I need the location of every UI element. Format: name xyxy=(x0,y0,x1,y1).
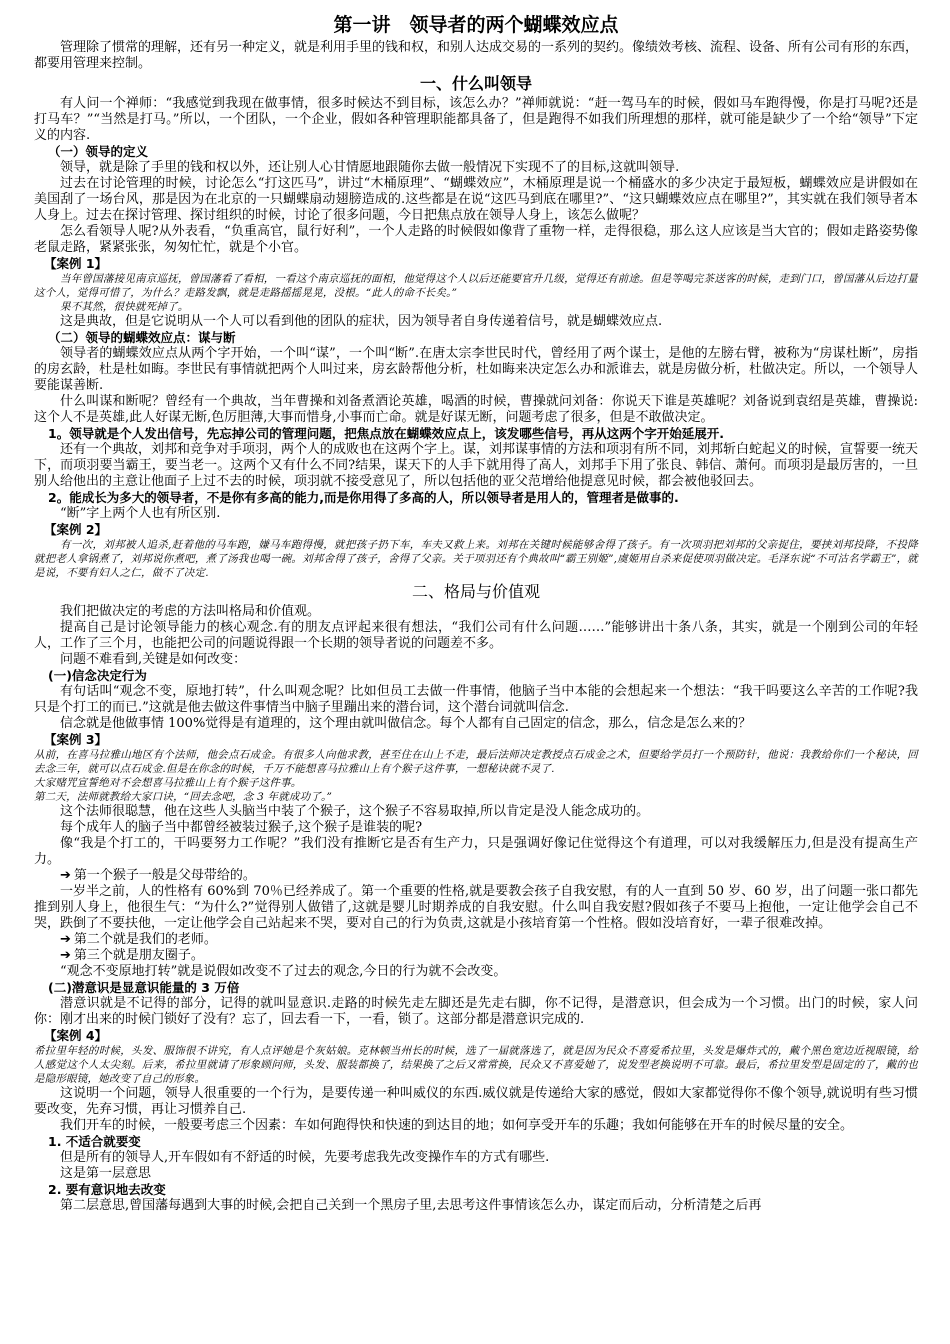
case-text: 有一次，刘邦被人追杀,赶着他的马车跑，嫌马车跑得慢，就把孩子扔下车，车夫又救上来。刘邦在关键时候能够舍得了孩子。有一次项羽把刘邦的父亲捉住，要挟刘邦投降，不投降就把老人拿锅煮了，刘邦说你煮吧，煮了汤我也喝一碗。刘邦舍得了孩子，舍得了父亲。关于项羽还有个典故叫“霸王别姬”,虞姬用自杀来促使项羽做决定。毛泽东说“不可沽名学霸王”，就是说，不要有妇人之仁，做不了决定. xyxy=(34,539,918,579)
case-label: 【案例 4】 xyxy=(44,1028,108,1043)
subheading: (一)信念决定行为 xyxy=(48,668,147,683)
arrow-icon: ➔ xyxy=(60,948,71,963)
case-text: 从前，在喜马拉雅山地区有个法师，他会点石成金。有很多人向他求教，甚至住在山上不走，最后法师决定教授点石成金之术，但要给学员打一个预防针，他说：我教给你们一个秘诀，回去念三年，就可以点石成金.但是在你念的时候，千万不能想喜马拉雅山上有个猴子这件事，一想秘诀就不灵了. xyxy=(34,749,918,775)
paragraph: 一岁半之前，人的性格有 60%到 70％已经养成了。第一个重要的性格,就是要教会孩子自我安慰，有的人一直到 50 岁、60 岁，出了问题一张口都先推到别人身上，他很生气：“为什么?”觉得别人做错了,这就是婴儿时期养成的自我安慰。什么叫自我安慰?假如孩子不要马上抱他，一定让他学会自己不哭，跌倒了不要扶他，一定让他学会自己站起来不哭，要对自己的行为负责,这就是小孩培育第一个性格。假如没培育好，一辈子很难改掉。 xyxy=(34,884,918,931)
paragraph: 还有一个典故，刘邦和竞争对手项羽，两个人的成败也在这两个字上。谋，刘邦谋事情的方法和项羽有所不同，刘邦斩白蛇起义的时候，宣誓要一统天下，而项羽要当霸王，要当老一。这两个又有什么不同?结果，谋天下的人手下就用得了高人，刘邦手下用了张良、韩信、萧何。而项羽是最厉害的，一旦别人给他出的主意让他面子上过不去的时候，项羽就不接受意见了，所以包括他的亚父范增给他提意见时候，都会被他驳回去。 xyxy=(34,442,919,489)
paragraph: 领导者的蝴蝶效应点从两个字开始，一个叫“谋”，一个叫“断”.在唐太宗李世民时代，曾经用了两个谋士，是他的左膀右臂，被称为“房谋杜断”，房指的房玄龄，杜是杜如晦。李世民有事情就把两个人叫过来，房玄龄帮他分析，杜如晦来决定怎么办和派谁去，就是房做分析，杜做决定。所以，一个领导人要能谋善断. xyxy=(34,346,919,393)
case-text: 希拉里年轻的时候，头发、服饰很不讲究，有人点评她是个灰姑娘。克林顿当州长的时候，选了一届就落选了，就是因为民众不喜爱希拉里，头发是爆炸式的，戴个黑色宽边近视眼镜，给人感觉这个人太尖刻。后来，希拉里就请了形象顾问师，头发、服装都换了，结果换了之后又常常换，民众又不喜爱她了，说发型老换说明不可靠。最后，希拉里发型是固定的了，戴的也是隐形眼镜，她改变了自己的形象。 xyxy=(34,1045,918,1085)
case-label: 【案例 3】 xyxy=(44,732,108,747)
case-text: 当年曾国藩接见南京巡抚，曾国藩看了看相，一看这个南京巡抚的面相，他觉得这个人以后还能要官升几级，觉得还有前途。但是等喝完茶送客的时候，走到门口，曾国藩从后边打量这个人，觉得可惜了，为什么？走路发飘，就是走路摇摇晃晃，没根。“此人的命不长矣。” xyxy=(34,273,918,299)
case-text: 果不其然，很快就死掉了。 xyxy=(60,301,189,313)
paragraph: 问题不难看到,关键是如何改变： xyxy=(60,652,247,667)
paragraph: 这个法师很聪慧，他在这些人头脑当中装了个猴子，这个猴子不容易取掉,所以肯定是没人能念成功的。 xyxy=(60,804,650,819)
key-point: 1。领导就是个人发出信号，先忘掉公司的管理问题，把焦点放在蝴蝶效应点上，该发哪些信号，再从这两个字开始延展开. xyxy=(48,426,724,441)
key-point: 2。能成长为多大的领导者，不是你有多高的能力,而是你用得了多高的人，所以领导者是用人的，管理者是做事的. xyxy=(48,490,679,505)
paragraph: “断”字上两个人也有所区别. xyxy=(60,506,221,521)
arrow-icon: ➔ xyxy=(60,868,71,883)
paragraph: 第二层意思,曾国藩每遇到大事的时候,会把自己关到一个黑房子里,去思考这件事情该怎么办，谋定而后动，分析清楚之后再 xyxy=(60,1198,762,1213)
section-heading: 一、什么叫领导 xyxy=(419,74,532,93)
case-text: 大家赌咒宣誓绝对不会想喜马拉雅山上有个猴子这件事。 xyxy=(34,777,302,789)
bullet-text: 第二个就是我们的老师。 xyxy=(73,932,217,947)
bullet-text: 第三个就是朋友圈子。 xyxy=(73,948,204,963)
paragraph: 什么叫谋和断呢？曾经有一个典故，当年曹操和刘备煮酒论英雄，喝酒的时候，曹操就问刘备：你说天下谁是英雄呢？刘备说到袁绍是英雄，曹操说:这个人不是英雄,此人好谋无断,色厉胆薄,大事而惜身,小事而亡命。就是好谋无断，问题考虑了很多，但是不敢做决定。 xyxy=(34,394,918,425)
intro-paragraph: 管理除了惯常的理解，还有另一种定义，就是利用手里的钱和权，和别人达成交易的一系列的契约。像绩效考核、流程、设备、所有公司有形的东西，都要用管理来控制。 xyxy=(34,40,919,71)
subheading: （二）领导的蝴蝶效应点：谋与断 xyxy=(48,330,236,345)
subheading: （一）领导的定义 xyxy=(48,144,149,159)
bullet-text: 第一个猴子一般是父母带给的。 xyxy=(73,868,256,883)
paragraph: 领导，就是除了手里的钱和权以外，还让别人心甘情愿地跟随你去做一般情况下实现不了的目标,这就叫领导. xyxy=(60,160,680,175)
paragraph: 每个成年人的脑子当中都曾经被装过猴子,这个猴子是谁装的呢? xyxy=(60,820,423,835)
case-label: 【案例 2】 xyxy=(44,522,108,537)
numbered-heading: 2. 要有意识地去改变 xyxy=(48,1182,166,1197)
paragraph: 这说明一个问题，领导人很重要的一个行为，是要传递一种叫威仪的东西.威仪就是传递给大家的感觉，假如大家都觉得你不像个领导,就说明有些习惯要改变，先弃习惯，再让习惯养自己. xyxy=(34,1086,918,1117)
paragraph: 潜意识就是不记得的部分，记得的就叫显意识.走路的时候先走左脚还是先走右脚，你不记得，是潜意识，但会成为一个习惯。出门的时候，家人问你：刚才出来的时候门锁好了没有？忘了，回去看一下，一看，锁了。这部分都是潜意识完成的. xyxy=(34,996,918,1027)
case-text: 第二天，法师就教给大家口诀，“回去念吧，念 3 年就成功了。” xyxy=(34,791,333,803)
paragraph: 这是典故，但是它说明从一个人可以看到他的团队的症状，因为领导者自身传递着信号，就是蝴蝶效应点. xyxy=(60,314,663,329)
paragraph: 信念就是他做事情 100%觉得是有道理的，这个理由就叫做信念。每个人都有自己固定的信念，那么，信念是怎么来的？ xyxy=(60,716,752,731)
paragraph: 这是第一层意思 xyxy=(60,1166,152,1181)
page-title: 第一讲 领导者的两个蝴蝶效应点 xyxy=(333,14,619,36)
paragraph: 过去在讨论管理的时候，讨论怎么“打这匹马”，讲过“木桶原理”、“蝴蝶效应”，木桶原理是说一个桶盛水的多少决定于最短板，蝴蝶效应是讲假如在美国刮了一场台风，那是因为在北京的一只蝴蝶扇动翅膀造成的.这些都是在说“这匹马到底在哪里?”、“这只蝴蝶效应点在哪里?”，其实就在我们领导者本人身上。过去在探讨管理、探讨组织的时候，讨论了很多问题，今日把焦点放在领导人身上，该怎么做呢？ xyxy=(34,176,918,223)
paragraph: 我们开车的时候，一般要考虑三个因素：车如何跑得快和快速的到达目的地；如何享受开车的乐趣；我如何能够在开车的时候尽量的安全。 xyxy=(60,1118,854,1133)
numbered-heading: 1. 不适合就要变 xyxy=(48,1134,141,1149)
paragraph: 但是所有的领导人,开车假如有不舒适的时候，先要考虑我先改变操作车的方式有哪些. xyxy=(60,1150,550,1165)
paragraph: 提高自己是讨论领导能力的核心观念.有的朋友点评起来很有想法，“我们公司有什么问题……”能够讲出十条八条，其实，就是一个刚到公司的年轻人，工作了三个月，也能把公司的问题说得跟一个长期的领导者说的问题差不多。 xyxy=(34,620,918,651)
case-label: 【案例 1】 xyxy=(44,256,108,271)
paragraph: 怎么看领导人呢?从外表看，“负重高官，鼠行好利”，一个人走路的时候假如像背了重物一样，走得很稳，那么这人应该是当大官的；假如走路姿势像老鼠走路，紧紧张张，匆匆忙忙，就是个小官。 xyxy=(34,224,918,255)
bullet-item xyxy=(34,948,918,964)
bullet-item xyxy=(34,932,918,948)
paragraph: “观念不变原地打转”就是说假如改变不了过去的观念,今日的行为就不会改变。 xyxy=(60,964,507,979)
section-heading: 二、格局与价值观 xyxy=(411,582,540,601)
bullet-item xyxy=(34,868,918,884)
subheading: (二)潜意识是显意识能量的 3 万倍 xyxy=(48,980,240,995)
paragraph: 有人问一个禅师：“我感觉到我现在做事情，很多时候达不到目标，该怎么办？”禅师就说：“赶一驾马车的时候，假如马车跑得慢，你是打马呢?还是打马车？”“当然是打马。”所以，一个团队，一个企业，假如各种管理职能都具备了，但是跑得不如我们所理想的那样，就可能是缺少了一个给“领导”下定义的内容. xyxy=(34,96,918,143)
paragraph: 像“我是个打工的，干吗要努力工作呢？”我们没有推断它是否有生产力，只是强调好像记住觉得这个有道理，可以对我缓解压力,但是没有提高生产力。 xyxy=(34,836,918,867)
arrow-icon: ➔ xyxy=(60,932,71,947)
paragraph: 有句话叫“观念不变，原地打转”，什么叫观念呢？比如但员工去做一件事情，他脑子当中本能的会想起来一个想法：“我干吗要这么辛苦的工作呢?我只是个打工的而已.”这就是他去做这件事情当中脑子里蹦出来的潜台词，这个潜台词就叫信念. xyxy=(34,684,918,715)
paragraph: 我们把做决定的考虑的方法叫格局和价值观。 xyxy=(60,604,321,619)
